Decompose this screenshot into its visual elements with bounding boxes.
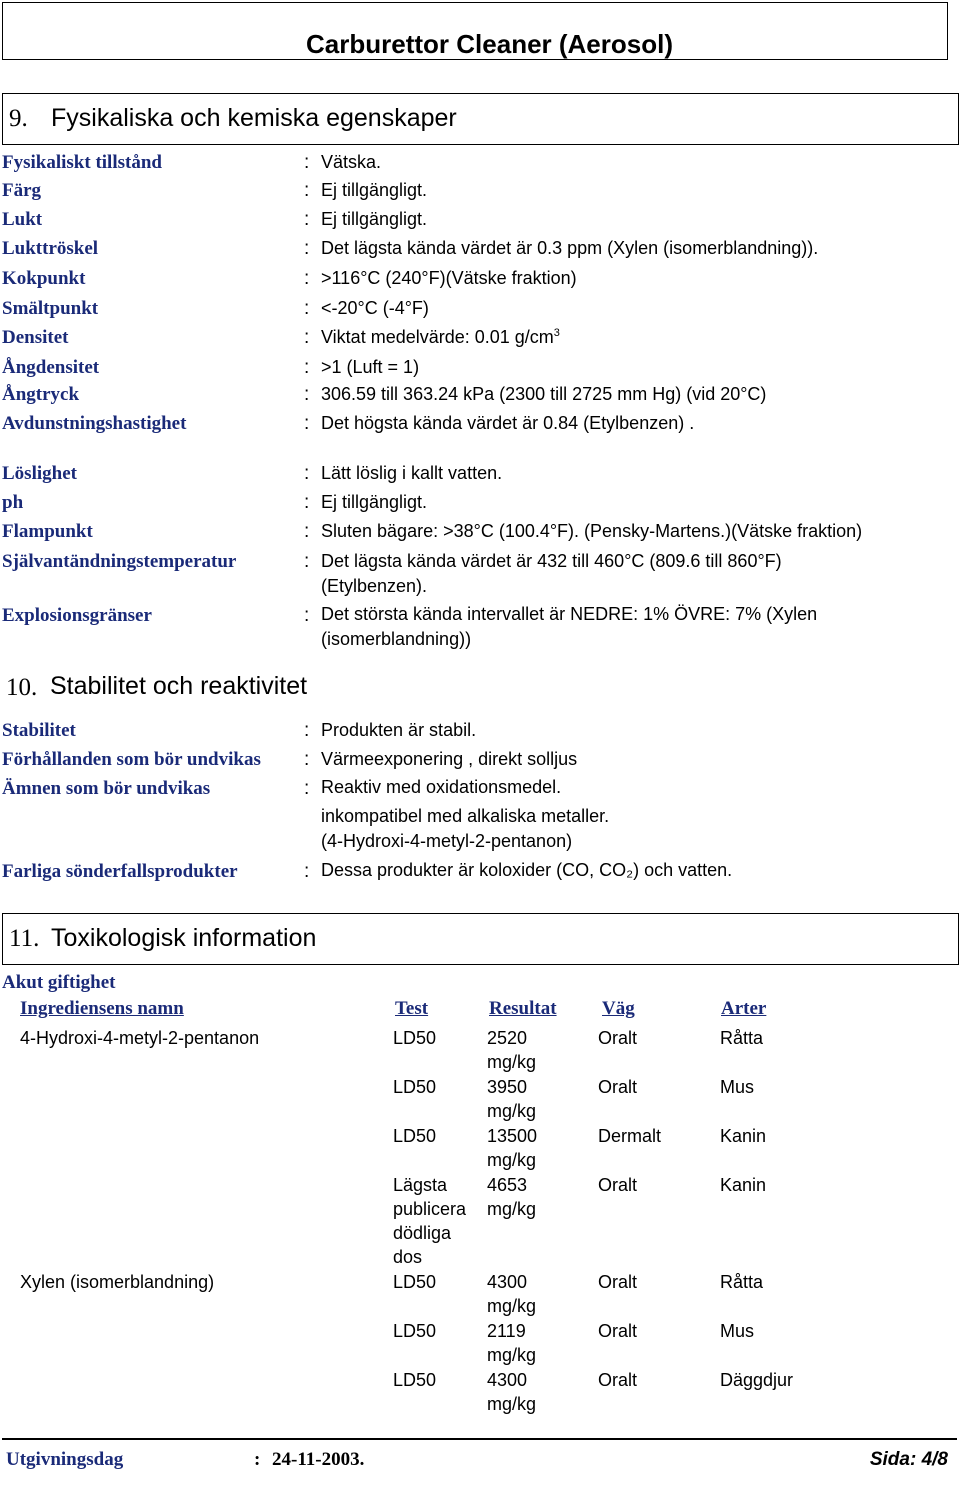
property-colon: :: [304, 152, 310, 173]
cell-result-unit: mg/kg: [487, 1052, 537, 1072]
section-number: 9.: [9, 105, 28, 132]
column-header-test: Test: [395, 998, 429, 1019]
property-value: Det största kända intervallet är NEDRE: 1% ÖVRE: 7% (Xylen: [321, 604, 818, 624]
property-value: Dessa produkter är koloxider (CO, CO₂) och vatten.: [321, 860, 733, 880]
property-value: >116°C (240°F)(Vätske fraktion): [321, 268, 577, 288]
footer-issue-date: 24-11-2003.: [272, 1449, 365, 1470]
property-label: Lukttröskel: [2, 238, 99, 259]
property-value: Det högsta kända värdet är 0.84 (Etylbenzen) .: [321, 413, 695, 433]
property-colon: :: [304, 238, 310, 259]
property-colon: :: [304, 298, 310, 319]
cell-species: Kanin: [720, 1126, 767, 1146]
property-value-continued: (Etylbenzen).: [321, 576, 428, 596]
cell-result: 2119: [487, 1321, 526, 1341]
footer-colon: :: [254, 1449, 261, 1470]
cell-species: Kanin: [720, 1175, 767, 1195]
property-value-continued: (isomerblandning)): [321, 629, 472, 649]
cell-route: Oralt: [598, 1370, 638, 1390]
cell-test: LD50: [393, 1370, 437, 1390]
cell-species: Råtta: [720, 1028, 764, 1048]
cell-test: Lägsta: [393, 1175, 448, 1195]
cell-species: Mus: [720, 1321, 755, 1341]
property-colon: :: [304, 413, 310, 434]
column-header-route: Väg: [602, 998, 635, 1019]
section-number: 10.: [6, 674, 38, 701]
document-title: Carburettor Cleaner (Aerosol): [306, 29, 673, 59]
cell-route: Oralt: [598, 1321, 638, 1341]
cell-test: LD50: [393, 1126, 437, 1146]
property-value: Reaktiv med oxidationsmedel.: [321, 777, 562, 797]
density-value: Viktat medelvärde: 0.01 g/cm: [321, 327, 554, 347]
cell-route: Oralt: [598, 1175, 638, 1195]
property-label: Ångdensitet: [2, 357, 100, 378]
property-value: Värmeexponering , direkt solljus: [321, 749, 578, 769]
property-value: Lätt löslig i kallt vatten.: [321, 463, 503, 483]
column-header-ingredient: Ingrediensens namn: [20, 998, 184, 1019]
property-label: Explosionsgränser: [2, 605, 152, 626]
property-value-continued: (4-Hydroxi-4-metyl-2-pentanon): [321, 831, 573, 851]
property-label: ph: [2, 492, 24, 513]
property-colon: :: [304, 720, 310, 741]
property-colon: :: [304, 521, 310, 542]
property-colon: :: [304, 327, 310, 348]
cell-test: LD50: [393, 1077, 437, 1097]
footer-page-number: Sida: 4/8: [869, 1449, 948, 1470]
property-value-continued: inkompatibel med alkaliska metaller.: [321, 806, 610, 826]
property-colon: :: [304, 463, 310, 484]
cell-species: Däggdjur: [720, 1370, 794, 1390]
cell-route: Oralt: [598, 1077, 638, 1097]
property-label: Lukt: [2, 209, 43, 230]
property-colon: :: [304, 268, 310, 289]
cell-test-continued: dödliga: [393, 1223, 452, 1243]
property-value: <-20°C (-4°F): [321, 298, 429, 318]
footer-issue-date-label: Utgivningsdag: [6, 1449, 124, 1470]
column-header-result: Resultat: [489, 998, 557, 1019]
property-colon: :: [304, 384, 310, 405]
property-value: Produkten är stabil.: [321, 720, 477, 740]
section-number: 11.: [9, 925, 40, 952]
cell-result: 4300: [487, 1272, 528, 1292]
cell-species: Mus: [720, 1077, 755, 1097]
cell-route: Oralt: [598, 1272, 638, 1292]
cell-test-continued: publicera: [393, 1199, 467, 1219]
property-label: Färg: [2, 180, 42, 201]
property-label: Farliga sönderfallsprodukter: [2, 861, 238, 882]
property-label: Stabilitet: [2, 720, 76, 741]
property-colon: :: [304, 551, 310, 572]
property-value: [321, 327, 560, 348]
cell-result-unit: mg/kg: [487, 1150, 537, 1170]
cell-route: Dermalt: [598, 1126, 662, 1146]
property-label: Löslighet: [2, 463, 77, 484]
property-value: Ej tillgängligt.: [321, 209, 428, 229]
section-title: Stabilitet och reaktivitet: [50, 672, 308, 700]
cell-result-unit: mg/kg: [487, 1394, 537, 1414]
property-colon: :: [304, 861, 310, 882]
cell-result: 2520: [487, 1028, 528, 1048]
cell-route: Oralt: [598, 1028, 638, 1048]
cell-test: LD50: [393, 1028, 437, 1048]
property-value: Vätska.: [321, 152, 382, 172]
section-title: Fysikaliska och kemiska egenskaper: [51, 104, 457, 132]
cell-result-unit: mg/kg: [487, 1199, 537, 1219]
property-label: Ångtryck: [2, 384, 80, 405]
property-label: Smältpunkt: [2, 298, 99, 319]
property-colon: :: [304, 749, 310, 770]
density-unit-superscript: 3: [553, 327, 560, 339]
property-colon: :: [304, 492, 310, 513]
property-colon: :: [304, 180, 310, 201]
property-colon: :: [304, 778, 310, 799]
cell-species: Råtta: [720, 1272, 764, 1292]
property-value: Det lägsta kända värdet är 0.3 ppm (Xylen (isomerblandning)).: [321, 238, 819, 258]
cell-result: 3950: [487, 1077, 528, 1097]
property-value: Ej tillgängligt.: [321, 492, 428, 512]
cell-result: 13500: [487, 1126, 538, 1146]
footer-divider: [2, 1438, 957, 1440]
property-label: Flampunkt: [2, 521, 93, 542]
cell-result: 4653: [487, 1175, 528, 1195]
cell-test: LD50: [393, 1321, 437, 1341]
property-label: Förhållanden som bör undvikas: [2, 749, 261, 770]
cell-result-unit: mg/kg: [487, 1345, 537, 1365]
cell-ingredient: Xylen (isomerblandning): [20, 1272, 215, 1292]
cell-result-unit: mg/kg: [487, 1296, 537, 1316]
property-value: Det lägsta kända värdet är 432 till 460°C (809.6 till 860°F): [321, 551, 782, 571]
property-value: Sluten bägare: >38°C (100.4°F). (Pensky-Martens.)(Vätske fraktion): [321, 521, 863, 541]
header-box: [2, 2, 948, 60]
property-label: Ämnen som bör undvikas: [2, 778, 211, 799]
property-value: >1 (Luft = 1): [321, 357, 420, 377]
section-9-header: [2, 93, 959, 145]
cell-result: 4300: [487, 1370, 528, 1390]
cell-ingredient: 4-Hydroxi-4-metyl-2-pentanon: [20, 1028, 260, 1048]
section-11-header: [2, 913, 959, 965]
cell-test: LD50: [393, 1272, 437, 1292]
property-label: Självantändningstemperatur: [2, 551, 237, 572]
section-title: Toxikologisk information: [51, 924, 317, 952]
property-label: Avdunstningshastighet: [2, 413, 187, 434]
property-value: 306.59 till 363.24 kPa (2300 till 2725 mm Hg) (vid 20°C): [321, 384, 767, 404]
property-colon: :: [304, 357, 310, 378]
property-colon: :: [304, 209, 310, 230]
property-value: Ej tillgängligt.: [321, 180, 428, 200]
property-label: Fysikaliskt tillstånd: [2, 152, 162, 173]
cell-result-unit: mg/kg: [487, 1101, 537, 1121]
property-colon: :: [304, 605, 310, 626]
property-label: Kokpunkt: [2, 268, 86, 289]
property-label: Densitet: [2, 327, 69, 348]
subheading-acute-toxicity: Akut giftighet: [2, 972, 116, 993]
column-header-species: Arter: [721, 998, 767, 1019]
cell-test-continued: dos: [393, 1247, 423, 1267]
